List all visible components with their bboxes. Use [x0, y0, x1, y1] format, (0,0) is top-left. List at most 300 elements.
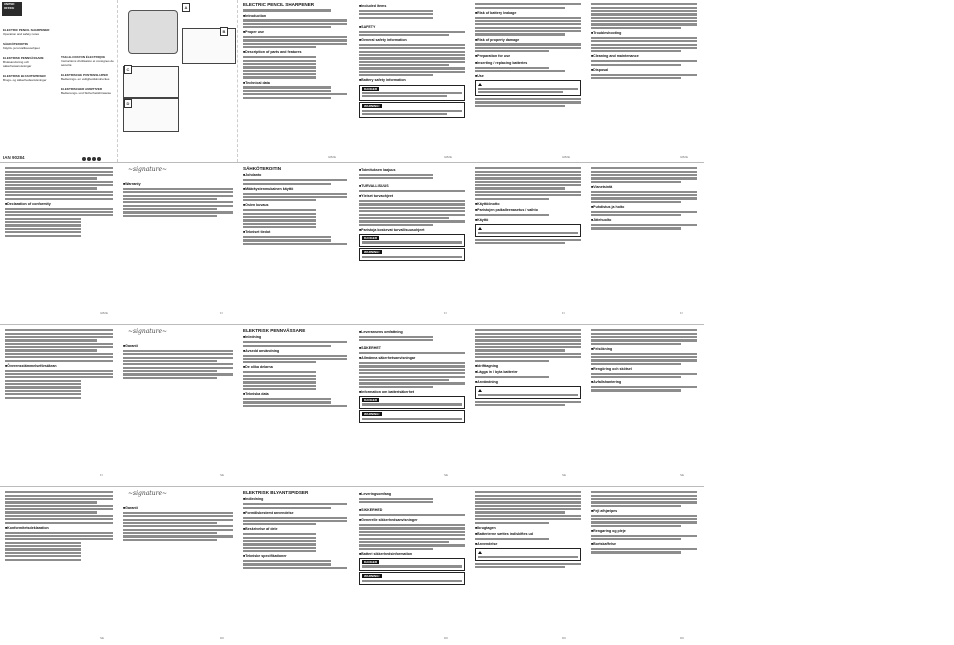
page-number: FI: [220, 311, 223, 315]
page-number: SE: [680, 473, 685, 477]
text-line: [243, 39, 347, 41]
text-line: [5, 522, 113, 524]
section-heading: ■ Osien kuvaus: [243, 203, 347, 208]
text-line: [123, 211, 233, 213]
section-heading: ■ Avfallshantering: [591, 380, 697, 385]
text-line: [359, 174, 433, 176]
text-line: [591, 50, 681, 52]
text-line: [359, 224, 433, 226]
text-line: [243, 60, 316, 62]
section-heading: ■ SÄKERHET: [359, 346, 465, 351]
section-heading: ■ Formålsbestemt anvendelse: [243, 511, 347, 516]
text-line: [591, 13, 697, 15]
text-line: [5, 177, 97, 179]
section-heading: ■ Included items: [359, 4, 465, 9]
section-heading: ■ Leveransens omfattning: [359, 330, 465, 335]
text-line: [475, 538, 549, 540]
text-line: [591, 44, 697, 46]
text-line: [591, 47, 697, 49]
text-line: [123, 191, 233, 193]
section-heading: ■ Tekniska data: [243, 392, 347, 397]
text-line: [475, 336, 581, 338]
cover-lang-se: ELEKTRISK PENNVÄSSARE Bruksanvisning och säkerhetsanvisningar: [3, 56, 44, 68]
text-line: [243, 543, 316, 545]
text-line: [591, 538, 681, 540]
text-line: [123, 357, 233, 359]
text-line: [243, 503, 347, 505]
text-line: [243, 533, 316, 535]
text-line: [591, 194, 697, 196]
text-line: [475, 177, 581, 179]
danger-label: DANGER: [364, 86, 378, 91]
text-line: [591, 201, 681, 203]
text-line: [243, 358, 347, 360]
right-margin: [704, 0, 954, 645]
text-line: [5, 532, 113, 534]
warning-box: [359, 558, 465, 571]
text-line: [591, 40, 697, 42]
section-heading: ■ Use: [475, 74, 581, 79]
text-line: [243, 341, 347, 343]
text-line: [243, 76, 316, 78]
text-line: [359, 47, 465, 49]
text-line: [5, 349, 97, 351]
text-line: [359, 372, 465, 374]
text-line: [243, 179, 347, 181]
text-line: [475, 242, 565, 244]
warning-label: WARNING!: [364, 250, 380, 255]
text-line: [591, 23, 697, 25]
section-heading: ■ Cleaning and maintenance: [591, 54, 697, 59]
warning-triangle-icon: [478, 83, 482, 86]
text-line: [359, 362, 465, 364]
text-line: [5, 329, 113, 331]
page-number: DK: [680, 636, 685, 640]
text-line: [5, 376, 113, 378]
text-line: [475, 329, 581, 331]
text-line: [475, 198, 549, 200]
text-line: [243, 523, 316, 525]
text-line: [243, 375, 316, 377]
text-line: [5, 224, 81, 226]
text-line: [359, 220, 465, 222]
warning-box: [359, 396, 465, 409]
warning-box: [475, 386, 581, 399]
text-line: [359, 501, 433, 503]
text-line: [243, 243, 347, 245]
text-line: [5, 211, 113, 213]
warning-box: [475, 548, 581, 561]
text-line: [5, 218, 81, 220]
section-heading: ■ Risk of battery leakage: [475, 11, 581, 16]
dk-column-1: [240, 490, 350, 638]
text-line: [5, 498, 113, 500]
text-line: [5, 559, 81, 561]
section-heading: ■ Garanti: [123, 344, 233, 349]
section-heading: ■ Description of parts and features: [243, 50, 347, 55]
text-line: [478, 232, 578, 234]
text-line: [591, 224, 697, 226]
warranty-column: [120, 490, 236, 638]
text-line: [5, 552, 81, 554]
text-line: [123, 373, 233, 375]
text-line: [243, 223, 316, 225]
cover-lang-dk: ELEKTRISK BLYANTSPIDSER Brugs- og sikkerhedsanvisninger: [3, 74, 47, 82]
text-line: [359, 71, 465, 73]
text-line: [591, 197, 697, 199]
text-line: [475, 181, 581, 183]
text-line: [5, 221, 81, 223]
text-line: [591, 191, 697, 193]
text-line: [475, 67, 549, 69]
text-line: [591, 339, 697, 341]
text-line: [5, 191, 113, 193]
text-line: [475, 360, 549, 362]
figure-label-d: D: [124, 99, 132, 108]
section-heading: ■ General safety information: [359, 38, 465, 43]
text-line: [359, 17, 433, 19]
text-line: [243, 43, 347, 45]
text-line: [5, 373, 113, 375]
cover-language-list: [3, 20, 115, 95]
text-line: [5, 214, 113, 216]
warning-box: [359, 248, 465, 261]
text-line: [243, 93, 347, 95]
text-line: [123, 522, 217, 524]
section-title: SÄHKÖTEROITIN: [243, 166, 282, 171]
section-heading: ■ Technical data: [243, 81, 347, 86]
brand-logo: UNITED OFFICE: [2, 2, 22, 16]
text-line: [591, 359, 697, 361]
declaration-column: [2, 490, 116, 638]
text-line: [243, 213, 316, 215]
cover-lang-fr: TAILLE-CRAYON ÉLECTRIQUE Instructions d'utilisation et consignes de sécurité: [61, 55, 114, 67]
text-line: [123, 360, 217, 362]
text-line: [243, 70, 316, 72]
page-number: GB/IE: [680, 155, 689, 159]
text-line: [475, 505, 581, 507]
section-heading: ■ Battery safety information: [359, 78, 465, 83]
section-heading: ■ Beskrivelse af dele: [243, 527, 347, 532]
text-line: [123, 198, 217, 200]
text-line: [243, 355, 347, 357]
text-line: [243, 520, 347, 522]
fi-column-1: [240, 166, 350, 316]
text-line: [123, 208, 217, 210]
section-heading: ■ Idrifttagning: [475, 364, 581, 369]
cover-panel: [0, 0, 118, 162]
text-line: [475, 515, 581, 517]
text-line: [591, 518, 697, 520]
text-line: [475, 495, 581, 497]
section-heading: ■ Rengöring och skötsel: [591, 367, 697, 372]
text-line: [123, 370, 217, 372]
text-line: [5, 228, 81, 230]
text-line: [591, 10, 697, 12]
text-line: [475, 404, 565, 406]
section-heading: ■ Garanti: [123, 506, 233, 511]
warranty-column: [120, 166, 236, 316]
page-number: GB/IE: [100, 311, 109, 315]
text-line: [5, 542, 81, 544]
text-line: [5, 167, 113, 169]
text-line: [123, 529, 233, 531]
page-number: FI: [680, 311, 683, 315]
text-line: [359, 365, 465, 367]
section-heading: ■ Batterierne sættes ind/skiftes ud: [475, 532, 581, 537]
text-line: [591, 7, 697, 9]
text-line: [5, 508, 113, 510]
text-line: [591, 174, 697, 176]
text-line: [359, 10, 433, 12]
text-line: [5, 353, 113, 355]
section-heading: ■ Inledning: [243, 335, 347, 340]
section-heading: ■ Indledning: [243, 497, 347, 502]
warning-box: [359, 572, 465, 585]
text-line: [243, 63, 316, 65]
text-line: [123, 363, 233, 365]
section-heading: ■ Ibrugtagen: [475, 526, 581, 531]
text-line: [243, 378, 316, 380]
text-line: [475, 33, 565, 35]
text-line: [475, 20, 581, 22]
text-line: [475, 498, 581, 500]
text-line: [243, 517, 347, 519]
text-line: [359, 386, 433, 388]
text-line: [359, 44, 465, 46]
section-heading: ■ Declaration of conformity: [5, 202, 113, 207]
text-line: [359, 538, 465, 540]
text-line: [5, 505, 113, 507]
badge-icon: [97, 157, 101, 161]
text-line: [362, 95, 447, 97]
text-line: [359, 544, 465, 546]
text-line: [243, 193, 347, 195]
section-heading: ■ TURVALLISUUS: [359, 184, 465, 189]
text-line: [5, 360, 113, 362]
text-line: [475, 47, 581, 49]
se-column-2: [356, 328, 468, 478]
section-heading: ■ Tekniset tiedot: [243, 230, 347, 235]
section-heading: ■ Lägga in / byta batterier: [475, 370, 581, 375]
section-heading: ■ Allmänna säkerhetsanvisningar: [359, 356, 465, 361]
text-line: [475, 349, 565, 351]
text-line: [243, 86, 331, 88]
text-line: [243, 550, 316, 552]
fi-column-4: [588, 166, 700, 316]
text-line: [359, 339, 433, 341]
text-line: [359, 541, 449, 543]
text-line: [591, 386, 697, 388]
section-heading: ■ Käyttö: [475, 218, 581, 223]
text-line: [243, 388, 316, 390]
text-line: [359, 524, 465, 526]
text-line: [359, 527, 465, 529]
text-line: [475, 167, 581, 169]
text-line: [5, 346, 113, 348]
section-heading: ■ Inserting / replacing batteries: [475, 61, 581, 66]
section-heading: ■ Introduction: [243, 14, 347, 19]
badge-icon: [92, 157, 96, 161]
text-line: [475, 401, 581, 403]
page-number: DK: [220, 636, 225, 640]
text-line: [362, 241, 462, 243]
warning-triangle-icon: [478, 227, 482, 230]
section-heading: ■ Disposal: [591, 68, 697, 73]
text-line: [362, 403, 462, 405]
section-heading: ■ Johdanto: [243, 173, 347, 178]
dk-column-3: [472, 490, 584, 638]
section-heading: ■ Avsedd användning: [243, 349, 347, 354]
text-line: [359, 203, 465, 205]
dk-column-2: [356, 490, 468, 638]
text-line: [123, 188, 233, 190]
danger-label: DANGER: [364, 398, 378, 402]
text-line: [475, 3, 581, 5]
text-line: [243, 540, 316, 542]
text-line: [243, 547, 316, 549]
page-number: DK: [562, 636, 567, 640]
text-line: [5, 555, 81, 557]
text-line: [359, 177, 433, 179]
section-heading: ■ Toimituksen laajuus: [359, 168, 465, 173]
text-line: [591, 353, 697, 355]
text-line: [475, 333, 581, 335]
text-line: [123, 512, 233, 514]
text-line: [475, 23, 581, 25]
text-line: [591, 336, 697, 338]
cover-language-col-left: [3, 20, 57, 95]
text-line: [5, 333, 113, 335]
text-line: [591, 501, 697, 503]
section-heading: ■ Leveringsomfang: [359, 492, 465, 497]
se-column-3: [472, 328, 584, 478]
section-heading: ■ Rengøring og pleje: [591, 529, 697, 534]
text-line: [5, 515, 113, 517]
text-line: [243, 239, 331, 241]
text-line: [243, 66, 316, 68]
section-heading: ■ Paristojen paikalleenasetus / vaihto: [475, 208, 581, 213]
danger-label: DANGER: [364, 560, 378, 564]
text-line: [243, 405, 347, 407]
fi-column-3: [472, 166, 584, 316]
text-line: [359, 514, 465, 516]
text-line: [591, 214, 681, 216]
text-line: [591, 376, 681, 378]
text-line: [243, 97, 331, 99]
warning-triangle-icon: [478, 389, 482, 392]
text-line: [591, 211, 697, 213]
section-heading: ■ Puhdistus ja hoito: [591, 205, 697, 210]
figure-label-a: A: [182, 3, 190, 12]
text-line: [243, 209, 316, 211]
text-line: [591, 491, 697, 493]
text-line: [5, 339, 97, 341]
text-line: [359, 548, 433, 550]
en-column-4: [588, 2, 700, 160]
text-line: [591, 389, 681, 391]
text-line: [359, 382, 465, 384]
section-heading: ■ Troubleshooting: [591, 31, 697, 36]
text-line: [123, 539, 217, 541]
text-line: [591, 548, 697, 550]
text-line: [475, 214, 549, 216]
section-heading: ■ Yleiset turvaohjeet: [359, 194, 465, 199]
text-line: [475, 30, 581, 32]
text-line: [5, 198, 113, 200]
section-heading: ■ SAFETY: [359, 25, 465, 30]
text-line: [362, 92, 462, 94]
text-line: [5, 208, 113, 210]
text-line: [243, 567, 347, 569]
text-line: [362, 110, 462, 112]
text-line: [478, 394, 578, 396]
text-line: [123, 525, 233, 527]
text-line: [5, 171, 113, 173]
text-line: [475, 43, 581, 45]
section-title: ELEKTRISK BLYANTSPIDSER: [243, 490, 309, 495]
text-line: [243, 563, 331, 565]
text-line: [243, 73, 316, 75]
signature-image: ~signature~: [128, 328, 168, 335]
fi-column-2: [356, 166, 468, 316]
text-line: [362, 256, 462, 258]
text-line: [359, 217, 449, 219]
text-line: [591, 356, 697, 358]
page-number: SE: [220, 473, 225, 477]
text-line: [5, 231, 81, 233]
text-line: [591, 525, 681, 527]
page-number: SE: [444, 473, 449, 477]
declaration-column: [2, 166, 116, 316]
text-line: [123, 377, 217, 379]
text-line: [591, 177, 697, 179]
text-line: [5, 386, 81, 388]
text-line: [359, 352, 465, 354]
figure-label-c: C: [124, 65, 132, 74]
cover-lang-de: ELEKTRISCHER ANSPITZER Bedienungs- und Sicherheitshinweise: [61, 87, 112, 95]
text-line: [359, 54, 465, 56]
text-line: [5, 336, 113, 338]
text-line: [243, 36, 347, 38]
text-line: [591, 498, 697, 500]
text-line: [243, 46, 316, 48]
text-line: [475, 511, 565, 513]
text-line: [359, 34, 449, 36]
text-line: [243, 19, 347, 21]
text-line: [475, 7, 565, 9]
text-line: [359, 534, 465, 536]
cover-lang-fi: SÄHKÖTEROITIN Käyttö- ja turvallisuusohjeet: [3, 42, 40, 50]
en-column-3: [472, 2, 584, 160]
text-line: [591, 373, 697, 375]
text-line: [591, 20, 697, 22]
warning-box: [359, 234, 465, 247]
section-heading: ■ Generelle sikkerhedsanvisninger: [359, 518, 465, 523]
text-line: [123, 353, 233, 355]
text-line: [478, 88, 578, 90]
page-number: SE: [100, 636, 105, 640]
text-line: [475, 184, 581, 186]
text-line: [5, 370, 113, 372]
text-line: [5, 548, 81, 550]
section-heading: ■ Användning: [475, 380, 581, 385]
text-line: [359, 531, 465, 533]
text-line: [243, 216, 316, 218]
text-line: [591, 74, 697, 76]
section-heading: ■ Fejl afhjælpes: [591, 509, 697, 514]
text-line: [475, 522, 549, 524]
